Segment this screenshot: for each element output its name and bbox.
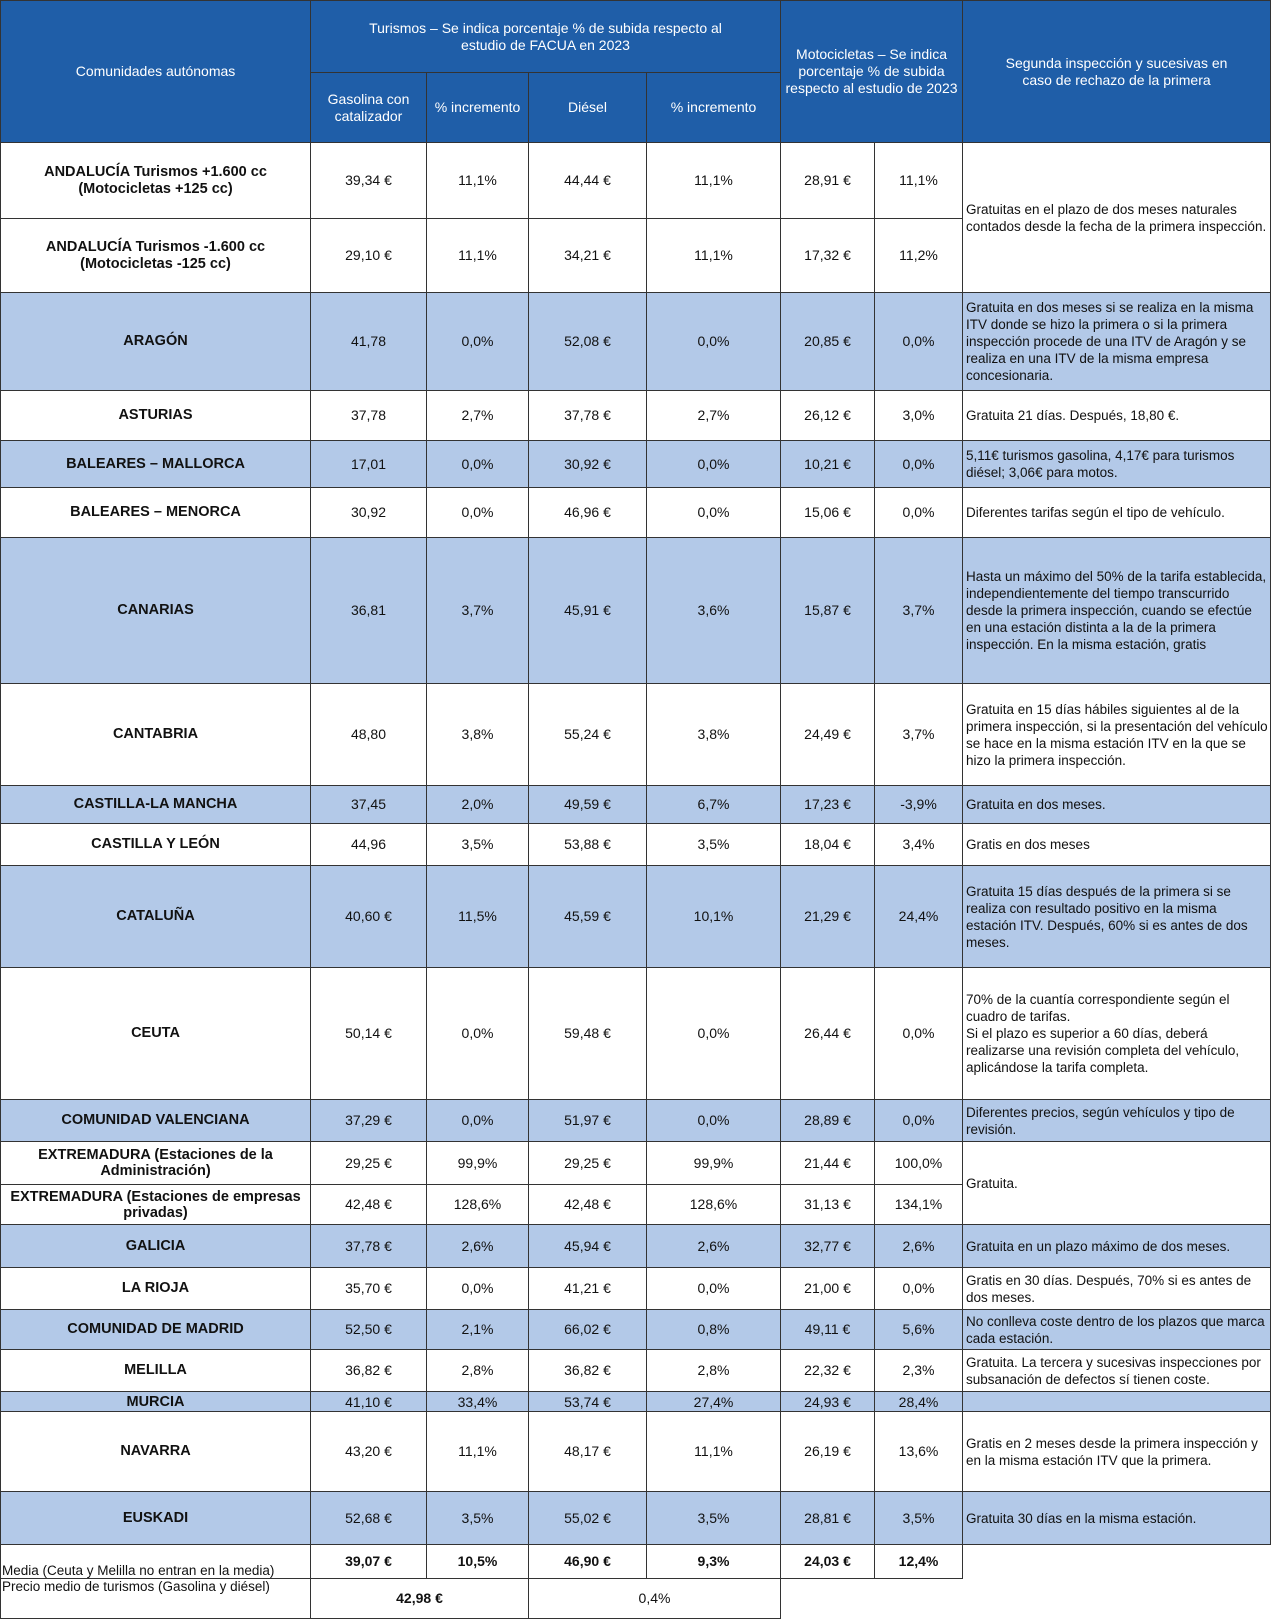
- gasolina-cell: 44,96: [311, 824, 427, 866]
- gasolina-cell: 29,25 €: [311, 1142, 427, 1185]
- table-row: [1, 143, 1271, 219]
- region-cell: EXTREMADURA (Estaciones de la Administración): [1, 1142, 311, 1185]
- empty-cell: [781, 1579, 1271, 1619]
- diesel-cell: 36,82 €: [529, 1350, 647, 1392]
- moto-cell: 28,81 €: [781, 1492, 875, 1545]
- average-row: [1, 1545, 1271, 1579]
- diesel-pct-cell: 11,1%: [647, 219, 781, 293]
- diesel-pct-cell: 3,8%: [647, 684, 781, 786]
- second-inspection-cell: Hasta un máximo del 50% de la tarifa establecida, independientemente del tiempo transcurrido desde la primera inspección, cuando se efectúe en una estación distinta a la de la primera inspección. En la misma estación, gratis: [963, 538, 1271, 684]
- second-inspection-cell: Gratuita en dos meses si se realiza en la misma ITV donde se hizo la primera o si la primera inspección procede de una ITV de Aragón y se realiza en una ITV de la misma empresa concesionaria.: [963, 293, 1271, 391]
- moto-pct-cell: 11,1%: [875, 143, 963, 219]
- mean-price-value: 42,98 €: [311, 1579, 529, 1619]
- gasolina-pct-cell: 0,0%: [427, 488, 529, 538]
- diesel-pct-cell: 0,0%: [647, 968, 781, 1100]
- moto-pct-cell: 3,7%: [875, 684, 963, 786]
- moto-cell: 26,19 €: [781, 1412, 875, 1492]
- second-inspection-cell: Gratis en 30 días. Después, 70% si es antes de dos meses.: [963, 1268, 1271, 1310]
- diesel-pct-cell: 3,5%: [647, 824, 781, 866]
- diesel-cell: 51,97 €: [529, 1100, 647, 1142]
- second-inspection-cell: Diferentes tarifas según el tipo de vehículo.: [963, 488, 1271, 538]
- moto-cell: 32,77 €: [781, 1225, 875, 1268]
- second-inspection-cell: Gratis en dos meses: [963, 824, 1271, 866]
- second-inspection-cell: Gratis en 2 meses desde la primera inspección y en la misma estación ITV que la primera.: [963, 1412, 1271, 1492]
- moto-cell: 17,32 €: [781, 219, 875, 293]
- region-cell: ASTURIAS: [1, 391, 311, 441]
- diesel-pct-cell: 3,6%: [647, 538, 781, 684]
- gasolina-pct-cell: 0,0%: [427, 293, 529, 391]
- table-row: [1, 1412, 1271, 1492]
- diesel-cell: 45,91 €: [529, 538, 647, 684]
- diesel-cell: 48,17 €: [529, 1412, 647, 1492]
- moto-cell: 28,91 €: [781, 143, 875, 219]
- moto-cell: 15,87 €: [781, 538, 875, 684]
- diesel-pct-cell: 0,0%: [647, 1268, 781, 1310]
- table-row: [1, 786, 1271, 824]
- header-region: Comunidades autónomas: [1, 1, 311, 143]
- diesel-pct-cell: 11,1%: [647, 1412, 781, 1492]
- average-diesel-pct: 9,3%: [647, 1545, 781, 1579]
- second-inspection-cell: [963, 1392, 1271, 1412]
- gasolina-pct-cell: 2,1%: [427, 1310, 529, 1350]
- table-row: [1, 1142, 1271, 1185]
- diesel-pct-cell: 3,5%: [647, 1492, 781, 1545]
- region-cell: CEUTA: [1, 968, 311, 1100]
- region-cell: MELILLA: [1, 1350, 311, 1392]
- table-row: [1, 391, 1271, 441]
- gasolina-pct-cell: 128,6%: [427, 1185, 529, 1225]
- header-diesel: Diésel: [529, 73, 647, 143]
- gasolina-cell: 37,29 €: [311, 1100, 427, 1142]
- moto-cell: 26,12 €: [781, 391, 875, 441]
- table-row: [1, 684, 1271, 786]
- moto-cell: 21,00 €: [781, 1268, 875, 1310]
- table-row: [1, 1350, 1271, 1392]
- moto-pct-cell: 0,0%: [875, 968, 963, 1100]
- moto-cell: 24,93 €: [781, 1392, 875, 1412]
- region-cell: CANARIAS: [1, 538, 311, 684]
- empty-cell: [963, 1545, 1271, 1579]
- gasolina-pct-cell: 3,5%: [427, 824, 529, 866]
- moto-pct-cell: 3,5%: [875, 1492, 963, 1545]
- region-cell: CATALUÑA: [1, 866, 311, 968]
- diesel-cell: 41,21 €: [529, 1268, 647, 1310]
- average-moto-pct: 12,4%: [875, 1545, 963, 1579]
- moto-cell: 28,89 €: [781, 1100, 875, 1142]
- mean-price-label: Precio medio de turismos (Gasolina y diésel): [1, 1579, 311, 1619]
- region-cell: GALICIA: [1, 1225, 311, 1268]
- diesel-cell: 44,44 €: [529, 143, 647, 219]
- diesel-cell: 49,59 €: [529, 786, 647, 824]
- region-cell: EUSKADI: [1, 1492, 311, 1545]
- gasolina-pct-cell: 11,1%: [427, 219, 529, 293]
- diesel-pct-cell: 2,8%: [647, 1350, 781, 1392]
- moto-cell: 15,06 €: [781, 488, 875, 538]
- gasolina-cell: 37,45: [311, 786, 427, 824]
- moto-cell: 22,32 €: [781, 1350, 875, 1392]
- gasolina-pct-cell: 2,6%: [427, 1225, 529, 1268]
- second-inspection-cell: Gratuita 21 días. Después, 18,80 €.: [963, 391, 1271, 441]
- region-cell: MURCIA: [1, 1392, 311, 1412]
- moto-pct-cell: 134,1%: [875, 1185, 963, 1225]
- second-inspection-cell: Gratuita en dos meses.: [963, 786, 1271, 824]
- region-cell: CANTABRIA: [1, 684, 311, 786]
- second-inspection-cell: Gratuita.: [963, 1142, 1271, 1225]
- second-inspection-cell: Gratuita en un plazo máximo de dos meses.: [963, 1225, 1271, 1268]
- moto-pct-cell: 13,6%: [875, 1412, 963, 1492]
- table-row: [1, 1492, 1271, 1545]
- diesel-pct-cell: 27,4%: [647, 1392, 781, 1412]
- diesel-cell: 55,24 €: [529, 684, 647, 786]
- diesel-cell: 52,08 €: [529, 293, 647, 391]
- diesel-cell: 55,02 €: [529, 1492, 647, 1545]
- moto-pct-cell: 0,0%: [875, 1100, 963, 1142]
- table-row: [1, 1392, 1271, 1412]
- table-row: [1, 441, 1271, 488]
- average-diesel: 46,90 €: [529, 1545, 647, 1579]
- diesel-cell: 29,25 €: [529, 1142, 647, 1185]
- diesel-pct-cell: 0,8%: [647, 1310, 781, 1350]
- moto-pct-cell: 0,0%: [875, 1268, 963, 1310]
- region-cell: CASTILLA Y LEÓN: [1, 824, 311, 866]
- table-row: [1, 824, 1271, 866]
- header-gasolina: Gasolina con catalizador: [311, 73, 427, 143]
- diesel-cell: 53,88 €: [529, 824, 647, 866]
- moto-pct-cell: 28,4%: [875, 1392, 963, 1412]
- diesel-cell: 42,48 €: [529, 1185, 647, 1225]
- table-row: [1, 968, 1271, 1100]
- second-inspection-cell: 70% de la cuantía correspondiente según el cuadro de tarifas. Si el plazo es superior a 60 días, deberá realizarse una revisión completa del vehículo, aplicándose la tarifa completa.: [963, 968, 1271, 1100]
- diesel-pct-cell: 0,0%: [647, 1100, 781, 1142]
- gasolina-pct-cell: 3,5%: [427, 1492, 529, 1545]
- second-inspection-cell: No conlleva coste dentro de los plazos que marca cada estación.: [963, 1310, 1271, 1350]
- average-gasolina: 39,07 €: [311, 1545, 427, 1579]
- moto-cell: 21,29 €: [781, 866, 875, 968]
- gasolina-cell: 40,60 €: [311, 866, 427, 968]
- diesel-cell: 59,48 €: [529, 968, 647, 1100]
- table-row: [1, 293, 1271, 391]
- moto-pct-cell: -3,9%: [875, 786, 963, 824]
- gasolina-pct-cell: 11,5%: [427, 866, 529, 968]
- moto-pct-cell: 2,6%: [875, 1225, 963, 1268]
- region-cell: ANDALUCÍA Turismos -1.600 cc (Motocicletas -125 cc): [1, 219, 311, 293]
- diesel-cell: 45,94 €: [529, 1225, 647, 1268]
- moto-pct-cell: 3,0%: [875, 391, 963, 441]
- gasolina-pct-cell: 99,9%: [427, 1142, 529, 1185]
- gasolina-cell: 36,82 €: [311, 1350, 427, 1392]
- moto-pct-cell: 5,6%: [875, 1310, 963, 1350]
- moto-cell: 21,44 €: [781, 1142, 875, 1185]
- region-cell: BALEARES – MALLORCA: [1, 441, 311, 488]
- average-gasolina-pct: 10,5%: [427, 1545, 529, 1579]
- header-turismos-group: Turismos – Se indica porcentaje % de subida respecto al estudio de FACUA en 2023: [311, 1, 781, 73]
- gasolina-cell: 37,78 €: [311, 1225, 427, 1268]
- gasolina-cell: 43,20 €: [311, 1412, 427, 1492]
- moto-pct-cell: 0,0%: [875, 441, 963, 488]
- moto-cell: 26,44 €: [781, 968, 875, 1100]
- diesel-pct-cell: 0,0%: [647, 488, 781, 538]
- gasolina-cell: 35,70 €: [311, 1268, 427, 1310]
- gasolina-cell: 48,80: [311, 684, 427, 786]
- region-cell: COMUNIDAD DE MADRID: [1, 1310, 311, 1350]
- moto-pct-cell: 0,0%: [875, 488, 963, 538]
- gasolina-pct-cell: 33,4%: [427, 1392, 529, 1412]
- moto-cell: 31,13 €: [781, 1185, 875, 1225]
- region-cell: ANDALUCÍA Turismos +1.600 cc (Motocicletas +125 cc): [1, 143, 311, 219]
- moto-pct-cell: 3,7%: [875, 538, 963, 684]
- second-inspection-cell: Gratuita. La tercera y sucesivas inspecciones por subsanación de defectos sí tienen coste.: [963, 1350, 1271, 1392]
- moto-cell: 17,23 €: [781, 786, 875, 824]
- diesel-cell: 34,21 €: [529, 219, 647, 293]
- mean-price-pct: 0,4%: [529, 1579, 781, 1619]
- gasolina-cell: 30,92: [311, 488, 427, 538]
- second-inspection-cell: 5,11€ turismos gasolina, 4,17€ para turismos diésel; 3,06€ para motos.: [963, 441, 1271, 488]
- header-motos-group: Motocicletas – Se indica porcentaje % de subida respecto al estudio de 2023: [781, 1, 963, 143]
- average-moto: 24,03 €: [781, 1545, 875, 1579]
- diesel-pct-cell: 0,0%: [647, 293, 781, 391]
- second-inspection-cell: Gratuita 30 días en la misma estación.: [963, 1492, 1271, 1545]
- diesel-pct-cell: 99,9%: [647, 1142, 781, 1185]
- diesel-cell: 66,02 €: [529, 1310, 647, 1350]
- table-row: [1, 538, 1271, 684]
- diesel-pct-cell: 128,6%: [647, 1185, 781, 1225]
- second-inspection-cell: Diferentes precios, según vehículos y tipo de revisión.: [963, 1100, 1271, 1142]
- region-cell: COMUNIDAD VALENCIANA: [1, 1100, 311, 1142]
- gasolina-cell: 52,68 €: [311, 1492, 427, 1545]
- moto-pct-cell: 24,4%: [875, 866, 963, 968]
- moto-cell: 20,85 €: [781, 293, 875, 391]
- gasolina-cell: 17,01: [311, 441, 427, 488]
- gasolina-pct-cell: 3,7%: [427, 538, 529, 684]
- header-second-inspection: Segunda inspección y sucesivas en caso de rechazo de la primera: [963, 1, 1271, 143]
- table-row: [1, 488, 1271, 538]
- gasolina-cell: 41,10 €: [311, 1392, 427, 1412]
- gasolina-cell: 41,78: [311, 293, 427, 391]
- diesel-cell: 45,59 €: [529, 866, 647, 968]
- gasolina-pct-cell: 3,8%: [427, 684, 529, 786]
- diesel-cell: 37,78 €: [529, 391, 647, 441]
- gasolina-pct-cell: 11,1%: [427, 1412, 529, 1492]
- diesel-pct-cell: 0,0%: [647, 441, 781, 488]
- gasolina-cell: 36,81: [311, 538, 427, 684]
- moto-cell: 10,21 €: [781, 441, 875, 488]
- table-row: [1, 1100, 1271, 1142]
- diesel-cell: 30,92 €: [529, 441, 647, 488]
- gasolina-pct-cell: 2,0%: [427, 786, 529, 824]
- region-cell: LA RIOJA: [1, 1268, 311, 1310]
- second-inspection-cell: Gratuita en 15 días hábiles siguientes al de la primera inspección, si la presentación del vehículo se hace en la misma estación ITV en la que se hizo la primera inspección.: [963, 684, 1271, 786]
- gasolina-cell: 42,48 €: [311, 1185, 427, 1225]
- moto-pct-cell: 11,2%: [875, 219, 963, 293]
- table-row: [1, 1310, 1271, 1350]
- gasolina-cell: 52,50 €: [311, 1310, 427, 1350]
- second-inspection-cell: Gratuitas en el plazo de dos meses naturales contados desde la fecha de la primera inspección.: [963, 143, 1271, 293]
- moto-pct-cell: 100,0%: [875, 1142, 963, 1185]
- mean-price-row: [1, 1579, 1271, 1619]
- diesel-cell: 46,96 €: [529, 488, 647, 538]
- gasolina-pct-cell: 0,0%: [427, 1100, 529, 1142]
- table-row: [1, 1225, 1271, 1268]
- gasolina-cell: 50,14 €: [311, 968, 427, 1100]
- gasolina-cell: 29,10 €: [311, 219, 427, 293]
- gasolina-cell: 37,78: [311, 391, 427, 441]
- header-gasolina-pct: % incremento: [427, 73, 529, 143]
- gasolina-pct-cell: 0,0%: [427, 968, 529, 1100]
- gasolina-pct-cell: 2,7%: [427, 391, 529, 441]
- gasolina-pct-cell: 11,1%: [427, 143, 529, 219]
- diesel-pct-cell: 2,7%: [647, 391, 781, 441]
- region-cell: CASTILLA-LA MANCHA: [1, 786, 311, 824]
- diesel-pct-cell: 2,6%: [647, 1225, 781, 1268]
- moto-cell: 18,04 €: [781, 824, 875, 866]
- region-cell: NAVARRA: [1, 1412, 311, 1492]
- moto-pct-cell: 0,0%: [875, 293, 963, 391]
- diesel-cell: 53,74 €: [529, 1392, 647, 1412]
- region-cell: EXTREMADURA (Estaciones de empresas privadas): [1, 1185, 311, 1225]
- header-diesel-pct: % incremento: [647, 73, 781, 143]
- gasolina-pct-cell: 0,0%: [427, 1268, 529, 1310]
- moto-cell: 49,11 €: [781, 1310, 875, 1350]
- moto-pct-cell: 2,3%: [875, 1350, 963, 1392]
- moto-pct-cell: 3,4%: [875, 824, 963, 866]
- region-cell: BALEARES – MENORCA: [1, 488, 311, 538]
- second-inspection-cell: Gratuita 15 días después de la primera si se realiza con resultado positivo en la misma estación ITV. Después, 60% si es antes de dos meses.: [963, 866, 1271, 968]
- gasolina-pct-cell: 0,0%: [427, 441, 529, 488]
- table-row: [1, 1268, 1271, 1310]
- gasolina-cell: 39,34 €: [311, 143, 427, 219]
- moto-cell: 24,49 €: [781, 684, 875, 786]
- gasolina-pct-cell: 2,8%: [427, 1350, 529, 1392]
- diesel-pct-cell: 10,1%: [647, 866, 781, 968]
- region-cell: ARAGÓN: [1, 293, 311, 391]
- table-row: [1, 866, 1271, 968]
- diesel-pct-cell: 11,1%: [647, 143, 781, 219]
- diesel-pct-cell: 6,7%: [647, 786, 781, 824]
- average-label: Media (Ceuta y Melilla no entran en la media): [1, 1545, 311, 1579]
